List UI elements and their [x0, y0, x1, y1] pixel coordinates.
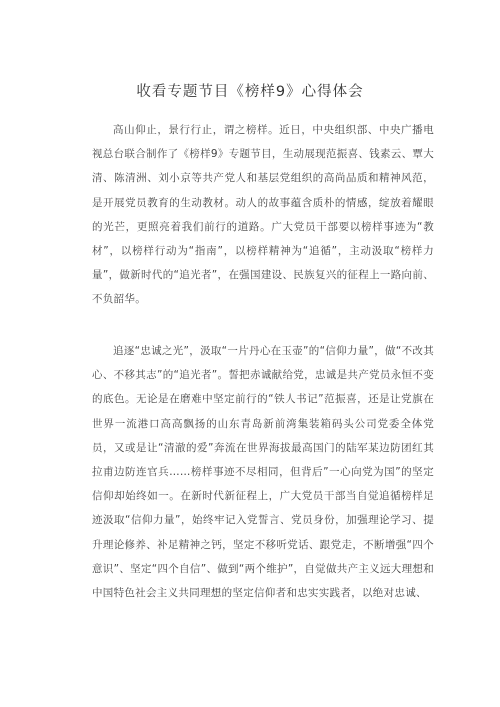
paragraph-1: 高山仰止，景行行止，谓之榜样。近日，中央组织部、中央广播电视总台联合制作了《榜样9》专题节目，生动展现范振喜、钱素云、覃大清、陈清洲、刘小京等共产党人和基层党组织的高尚品质和精神风范，是开展党员教育的生动教材。动人的故事蕴含质朴的情感，绽放着耀眼的光芒，更照亮着我们前行的道路。广大党员干部要以榜样事迹为“教材”，以榜样行动为“指南”，以榜样精神为“追循”，主动汲取“榜样力量”，做新时代的“追光者”，在强国建设、民族复兴的征程上一路向前、不负韶华。	[92, 124, 434, 306]
document-title: 收看专题节目《榜样9》心得体会	[136, 84, 364, 100]
paragraph-2: 追逐“忠诚之光”，汲取“一片丹心在玉壶”的“信仰力量”，做“不改其心、不移其志”的“追光者”。誓把赤诚献给党，忠诚是共产党员永恒不变的底色。无论是在磨难中坚定前行的“铁人书记”范振喜，还是让党旗在世界一流港口高高飘扬的山东青岛新前湾集装箱码头公司党委全体党员，又或是让“清澈的爱”奔流在世界海拔最高国门的陆军某边防团红其拉甫边防连官兵……榜样事迹不尽相同，但背后”一心向党为国”的坚定信仰却始终如一。在新时代新征程上，广大党员干部当自觉追循榜样足迹汲取“信仰力量”，始终牢记入党誓言、党员身份，加强理论学习、提升理论修养、补足精神之钙，坚定不移听党话、跟党走，不断增强“四个意识”、坚定“四个自信”、做到“两个维护”，自觉做共产主义远大理想和中国特色社会主义共同理想的坚定信仰者和忠实实践者，以绝对忠诚、	[92, 345, 434, 600]
